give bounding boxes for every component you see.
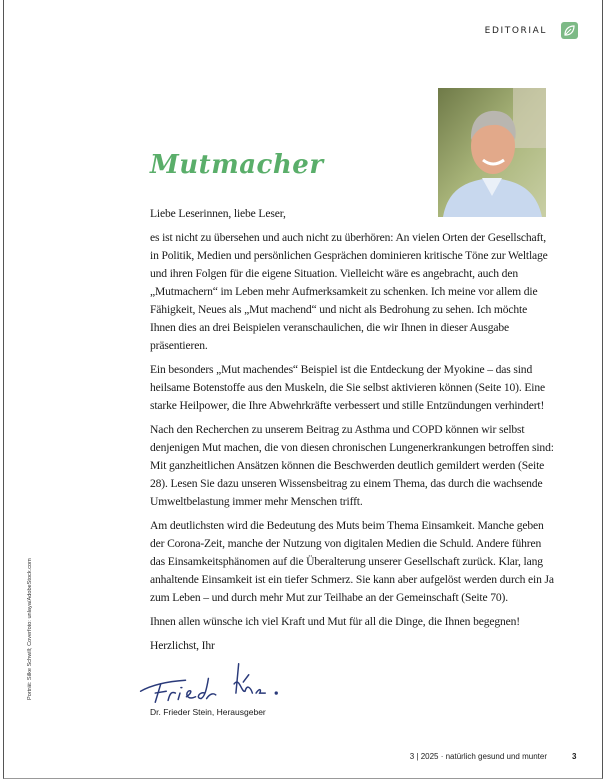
editorial-body [150,205,555,655]
author-name: Dr. Frieder Stein, Herausgeber [150,707,266,717]
paragraph: Ein besonders „Mut machendes“ Beispiel ist die Entdeckung der Myokine – das sind heilsame Botenstoffe aus den Muskeln, die Sie selbst aktivieren können (Seite 10). Eine starke Heilpower, die Ihre Abwehrkräfte verbessert und stille Entzündungen verhindert! [150,363,546,412]
page-title: Mutmacher [150,150,324,180]
author-portrait [438,88,546,217]
footer-issue: 3 | 2025 · natürlich gesund und munter [409,752,547,761]
photo-credit: Porträt: Silke Schwill; Coverfoto: unlaya/AdobeStock.com [27,558,33,700]
paragraph: Am deutlichsten wird die Bedeutung des Muts beim Thema Einsamkeit. Manche geben der Corona-Zeit, manche der Nutzung von digitalen Medien die Schuld. Andere führen das Einsamkeitsphänomen auf die Überalterung unserer Gesellschaft zurück. Klar, lang anhaltende Einsamkeit ist ein tiefer Schmerz. Sie kann aber aufgelöst werden durch ein Ja zum Leben – und durch mehr Mut zur Teilhabe an der Gemeinschaft (Seite 70). [150,519,554,604]
closing: Herzlichst, Ihr [150,639,215,652]
page-number: 3 [572,752,577,761]
paragraph: Ihnen allen wünsche ich viel Kraft und Mut für all die Dinge, die Ihnen begegnen! [150,615,520,628]
signature [128,661,298,705]
salutation: Liebe Leserinnen, liebe Leser, [150,207,286,220]
leaf-icon [561,22,578,39]
paragraph: Nach den Recherchen zu unserem Beitrag zu Asthma und COPD können wir selbst denjenigen Mut machen, die von diesen chronischen Lungenerkrankungen betroffen sind: Mit ganzheitlichen Ansätzen können die Beschwerden deutlich gemildert werden (Seite 28). Lesen Sie dazu unseren Wissensbeitrag zu einem Thema, das durch die wachsende Umweltbelastung immer mehr Menschen trifft. [150,423,554,508]
paragraph: es ist nicht zu übersehen und auch nicht zu überhören: An vielen Orten der Gesellschaft, in Politik, Medien und persönlichen Gesprächen dominieren kritische Töne zur Weltlage und ihren Folgen für die eigene Situation. Vielleicht wäre es angebracht, auch den „Mutmachern“ im Leben mehr Aufmerksamkeit zu schenken. Ich meine vor allem die Fähigkeit, Neues als „Mut machend“ und nicht als Bedrohung zu sehen. Ich möchte Ihnen dies an drei Beispielen veranschaulichen, die wir Ihnen in dieser Ausgabe präsentieren. [150,231,548,352]
editorial-content [150,205,555,718]
section-label: EDITORIAL [484,26,547,36]
